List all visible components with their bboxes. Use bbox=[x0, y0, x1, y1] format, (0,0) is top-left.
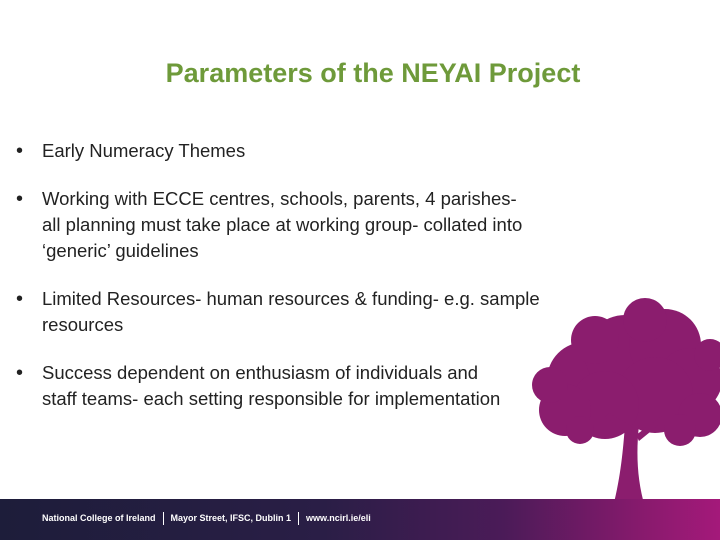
bullet-text: Early Numeracy Themes bbox=[42, 140, 246, 161]
bullet-item bbox=[14, 138, 574, 164]
bullet-icon: • bbox=[16, 140, 24, 162]
slide-title bbox=[0, 58, 720, 89]
bullet-text: Success dependent on enthusiasm of individuals and staff teams- each setting responsible for implementation bbox=[42, 362, 501, 409]
footer-website[interactable]: www.ncirl.ie/eli bbox=[306, 512, 371, 523]
bullet-item bbox=[14, 186, 574, 264]
bullet-list bbox=[14, 138, 574, 412]
bullet-icon: • bbox=[16, 362, 24, 384]
footer-bar bbox=[0, 499, 720, 540]
footer-college: National College of Ireland bbox=[42, 512, 156, 523]
bullet-item bbox=[14, 360, 574, 412]
bullet-item bbox=[14, 286, 574, 338]
footer-text bbox=[42, 512, 371, 525]
footer-address: Mayor Street, IFSC, Dublin 1 bbox=[170, 512, 292, 523]
bullet-text: Working with ECCE centres, schools, parents, 4 parishes- all planning must take place at working group- collated into ‘generic’ guidelines bbox=[42, 188, 523, 261]
footer-divider bbox=[163, 512, 164, 525]
bullet-icon: • bbox=[16, 188, 24, 210]
bullet-icon: • bbox=[16, 288, 24, 310]
tree-illustration bbox=[505, 285, 720, 510]
bullet-text: Limited Resources- human resources & funding- e.g. sample resources bbox=[42, 288, 540, 335]
slide-title-text: Parameters of the NEYAI Project bbox=[165, 58, 581, 88]
footer-divider bbox=[298, 512, 299, 525]
